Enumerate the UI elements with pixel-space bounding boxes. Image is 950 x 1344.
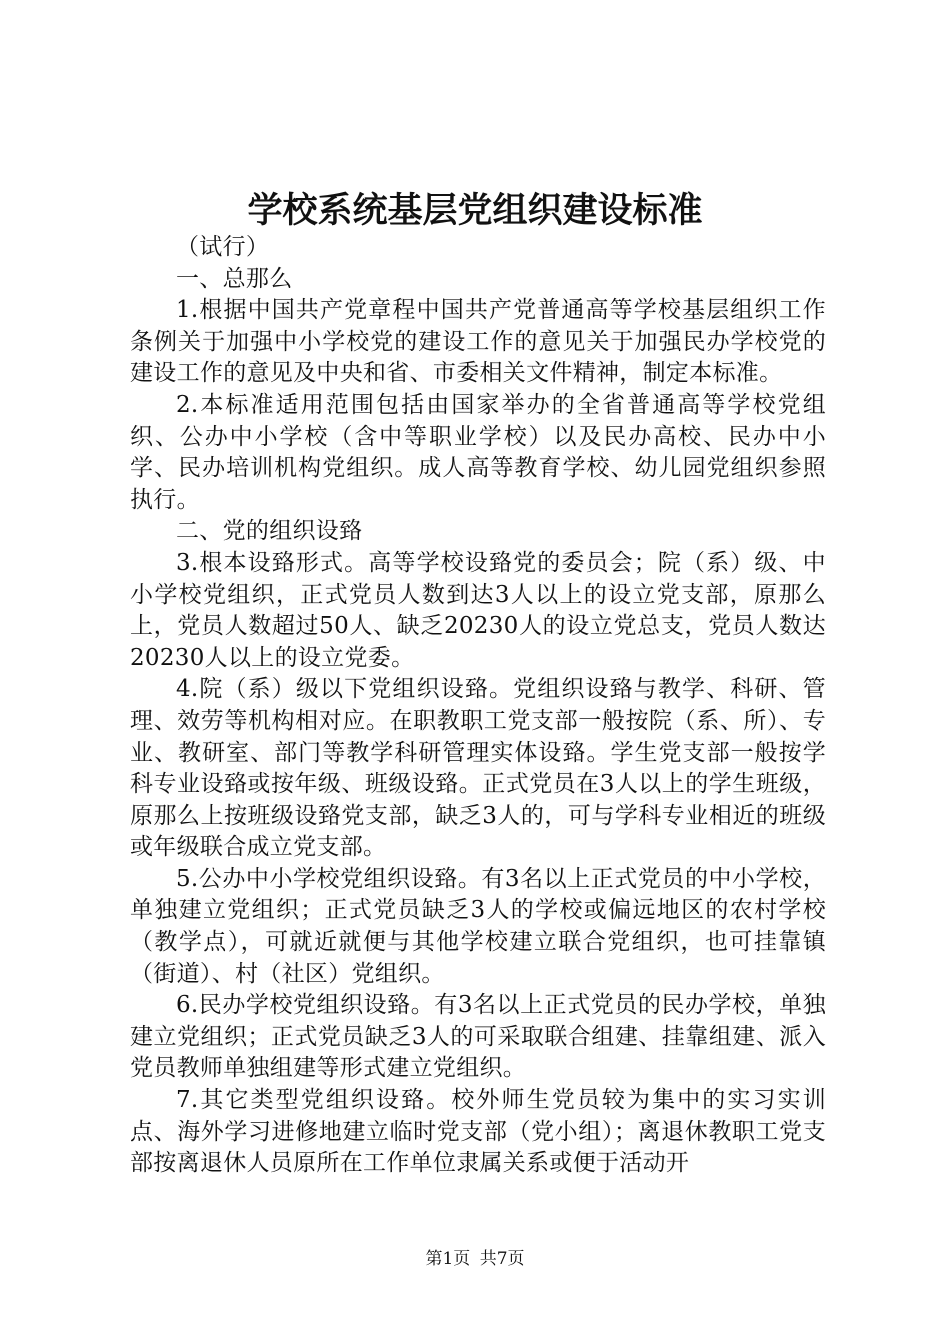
paragraph-7: 7.其它类型党组织设臵。校外师生党员较为集中的实习实训点、海外学习进修地建立临时党支部（党小组）；离退休教职工党支部按离退休人员原所在工作单位隶属关系或便于活动开 [130,1087,826,1177]
document-title: 学校系统基层党组织建设标准 [247,190,703,231]
page-footer [0,1244,950,1269]
paragraph-1: 1.根据中国共产党章程中国共产党普通高等学校基层组织工作条例关于加强中小学校党的建设工作的意见关于加强民办学校党的建设工作的意见及中央和省、市委相关文件精神，制定本标准。 [130,297,826,387]
page-number: 第1页 [425,1249,471,1269]
page-total: 共7页 [479,1249,525,1269]
subtitle: （试行） [176,234,270,260]
paragraph-4: 4.院（系）级以下党组织设臵。党组织设臵与教学、科研、管理、效劳等机构相对应。在职教职工党支部一般按院（系、所）、专业、教研室、部门等教学科研管理实体设臵。学生党支部一般按学科专业设臵或按年级、班级设臵。正式党员在3人以上的学生班级，原那么上按班级设臵党支部，缺乏3人的，可与学科专业相近的班级或年级联合成立党支部。 [130,676,826,861]
document-body [130,232,826,1180]
paragraph-3: 3.根本设臵形式。高等学校设臵党的委员会；院（系）级、中小学校党组织，正式党员人数到达3人以上的设立党支部，原那么上，党员人数超过50人、缺乏20230人的设立党总支，党员人数达20230人以上的设立党委。 [130,549,826,671]
section-heading-organization: 二、党的组织设臵 [176,518,363,545]
paragraph-6: 6.民办学校党组织设臵。有3名以上正式党员的民办学校，单独建立党组织；正式党员缺乏3人的可采取联合组建、挂靠组建、派入党员教师单独组建等形式建立党组织。 [130,992,826,1082]
paragraph-2: 2.本标准适用范围包括由国家举办的全省普通高等学校党组织、公办中小学校（含中等职业学校）以及民办高校、民办中小学、民办培训机构党组织。成人高等教育学校、幼儿园党组织参照执行。 [130,391,826,513]
section-heading-general: 一、总那么 [176,265,293,292]
paragraph-5: 5.公办中小学校党组织设臵。有3名以上正式党员的中小学校，单独建立党组织；正式党员缺乏3人的学校或偏远地区的农村学校（教学点），可就近就便与其他学校建立联合党组织，也可挂靠镇（街道）、村（社区）党组织。 [130,865,826,987]
